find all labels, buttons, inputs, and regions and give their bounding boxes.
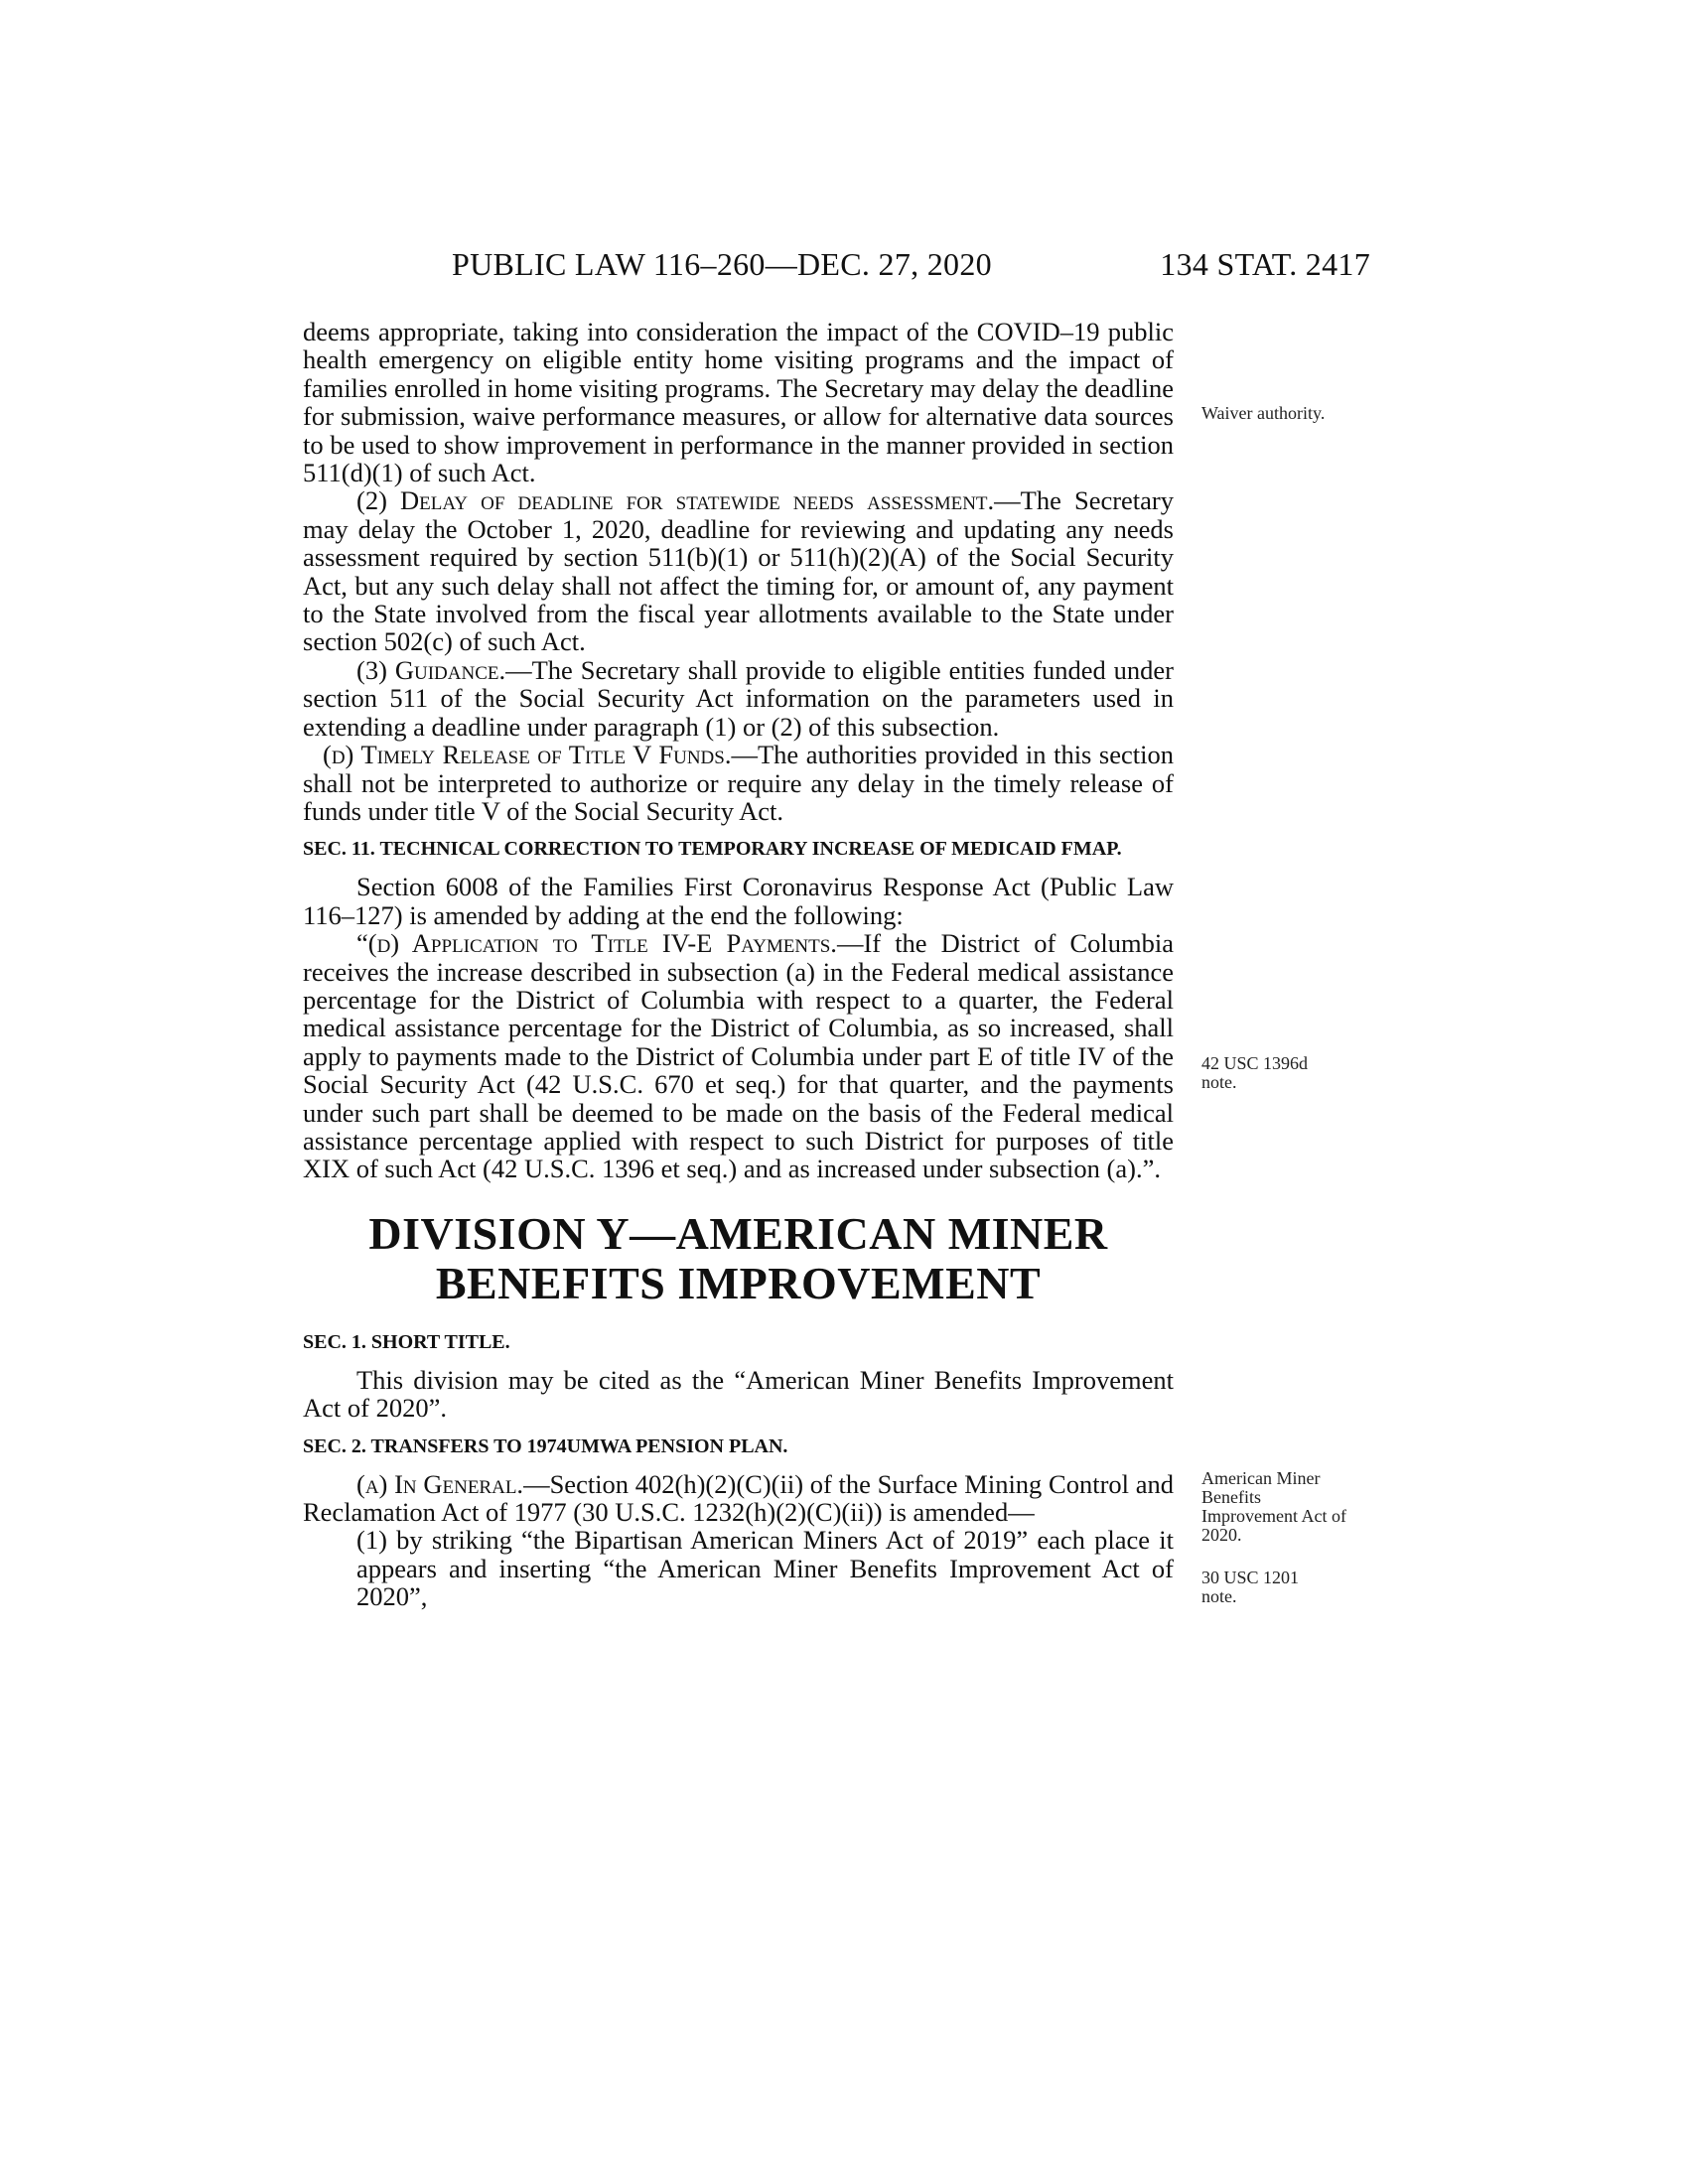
margin-note-act-name: American Miner Benefits Improvement Act of 2020. xyxy=(1201,1468,1346,1545)
paragraph-heading: “(d) Application to Title IV-E Payments. xyxy=(356,928,837,959)
margin-note-waiver: Waiver authority. xyxy=(1201,403,1326,423)
paragraph-text: —The authorities provided in this section shall not be interpreted to authorize or require any delay in the timely release of funds under title V of the Social Security Act. xyxy=(303,740,1174,826)
paragraph-delay-deadline xyxy=(303,486,1174,655)
page-header xyxy=(452,246,1370,290)
paragraph-text: —The Secretary may delay the October 1, 2020, deadline for reviewing and updating any needs assessment required by section 511(b)(1) or 511(h)(2)(A) of the Social Security Act, but any such delay shall not affect the timing for, or amount of, any payment to the State involved from the fiscal year allotments available to the State under section 502(c) of such Act. xyxy=(303,485,1175,657)
margin-note-usc-1201: 30 USC 1201 note. xyxy=(1201,1568,1300,1606)
header-stat-citation: 134 STAT. 2417 xyxy=(1160,246,1370,282)
paragraph-striking: (1) by striking “the Bipartisan American Miners Act of 2019” each place it appears and inserting “the American Miner Benefits Improvement Act of 2020”, xyxy=(356,1525,1174,1612)
paragraph-text: —Section 402(h)(2)(C)(ii) of the Surface Mining Control and Reclamation Act of 1977 (30 U.S.C. 1232(h)(2)(C)(ii)) is amended— xyxy=(303,1468,1174,1527)
section-11-heading: SEC. 11. TECHNICAL CORRECTION TO TEMPORARY INCREASE OF MEDICAID FMAP. xyxy=(303,838,1122,861)
paragraph-guidance xyxy=(303,656,1174,741)
paragraph-title-ive-payments xyxy=(303,929,1174,1183)
section-1-heading: SEC. 1. SHORT TITLE. xyxy=(303,1330,510,1353)
paragraph-continuation: deems appropriate, taking into consideration the impact of the COVID–19 public health emergency on eligible entity home visiting programs and the impact of families enrolled in home visiting programs. The Secretary may delay the deadline for submission, waive performance measures, or allow for alternative data sources to be used to show improvement in performance in the manner provided in section 511(d)(1) of such Act. xyxy=(303,317,1174,488)
division-y-heading xyxy=(303,1209,1174,1308)
paragraph-short-title: This division may be cited as the “American Miner Benefits Improvement Act of 2020”. xyxy=(303,1364,1174,1424)
section-2-heading: SEC. 2. TRANSFERS TO 1974UMWA PENSION PLAN. xyxy=(303,1434,788,1457)
paragraph-heading: (2) Delay of deadline for statewide needs assessment. xyxy=(356,485,995,516)
margin-note-usc-1396d: 42 USC 1396d note. xyxy=(1201,1053,1309,1092)
division-heading-line: DIVISION Y—AMERICAN MINER xyxy=(368,1207,1108,1259)
header-title: PUBLIC LAW 116–260—DEC. 27, 2020 xyxy=(452,246,992,282)
paragraph-text: —The Secretary shall provide to eligible entities funded under section 511 of the Social Security Act information on the parameters used in extending a deadline under paragraph (1) or (2) of this subsection. xyxy=(303,654,1174,742)
paragraph-heading: (a) In General. xyxy=(356,1468,524,1499)
paragraph-section-6008: Section 6008 of the Families First Coronavirus Response Act (Public Law 116–127) is amended by adding at the end the following: xyxy=(303,872,1174,930)
paragraph-heading: (d) Timely Release of Title V Funds. xyxy=(323,740,732,770)
paragraph-heading: (3) Guidance. xyxy=(356,654,506,685)
paragraph-in-general xyxy=(303,1470,1174,1527)
paragraph-timely-release xyxy=(303,741,1174,825)
division-heading-line: BENEFITS IMPROVEMENT xyxy=(435,1257,1042,1308)
paragraph-text: —If the District of Columbia receives the increase described in subsection (a) in the Federal medical assistance percentage for the District of Columbia with respect to a quarter, the Federal medical assistance percentage for the District of Columbia, as so increased, shall apply to payments made to the District of Columbia under part E of title IV of the Social Security Act (42 U.S.C. 670 et seq.) for that quarter, and the payments under such part shall be deemed to be made on the basis of the Federal medical assistance percentage applied with respect to such District for purposes of title XIX of such Act (42 U.S.C. 1396 et seq.) and as increased under subsection (a).”. xyxy=(303,928,1174,1184)
document-body xyxy=(303,318,1174,1611)
